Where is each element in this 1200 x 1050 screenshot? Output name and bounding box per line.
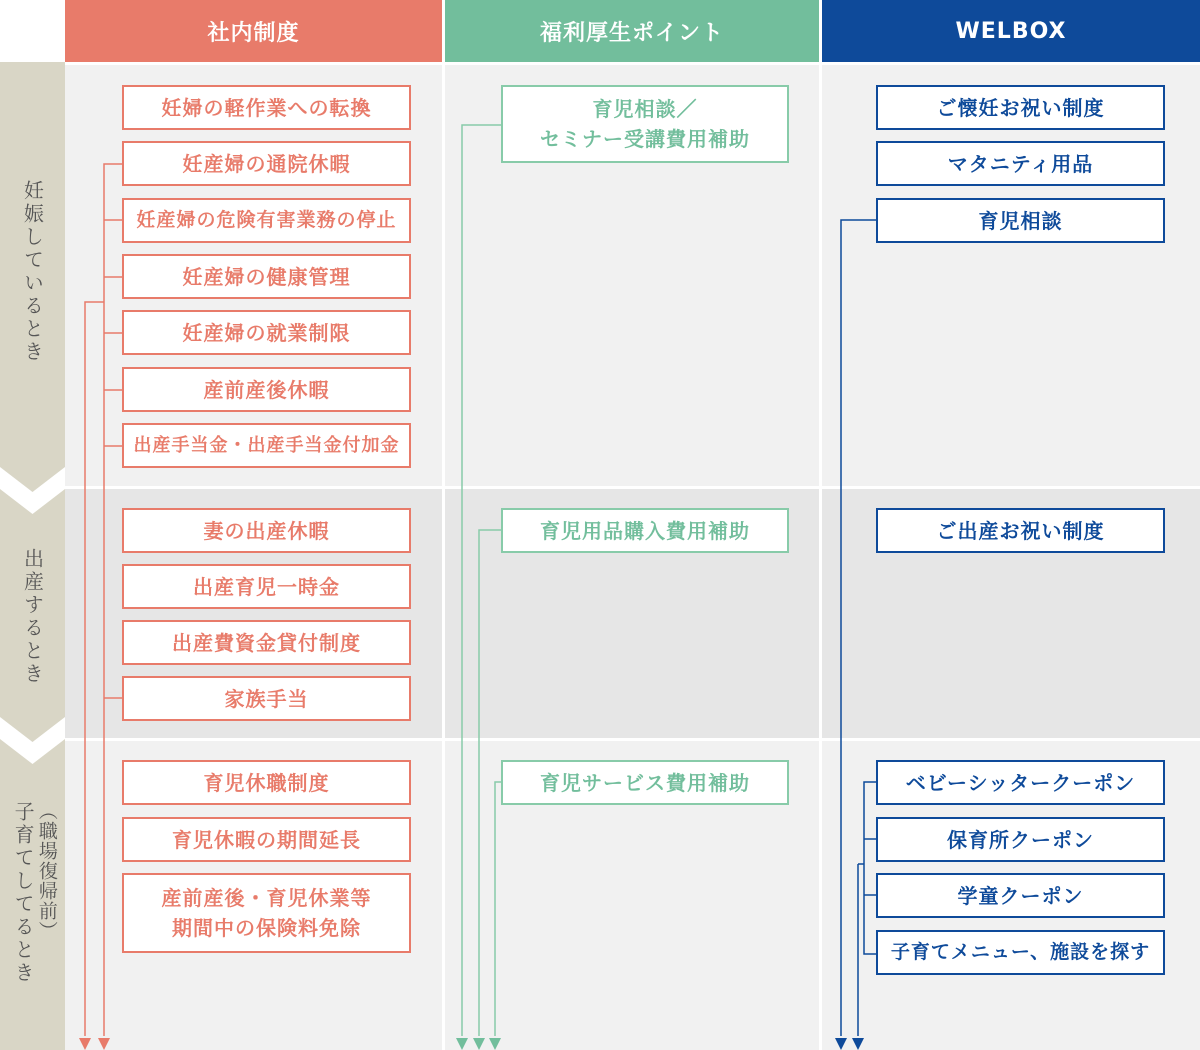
welbox-item-parenting-menu: 子育てメニュー、施設を探す [876, 930, 1165, 975]
company-item-work-restriction: 妊産婦の就業制限 [122, 310, 411, 355]
company-item-light-work-transfer: 妊婦の軽作業への転換 [122, 85, 411, 130]
welbox-item-birth-gift: ご出産お祝い制度 [876, 508, 1165, 553]
welbox-item-nursery-coupon: 保育所クーポン [876, 817, 1165, 862]
welbox-item-babysitter-coupon: ベビーシッタークーポン [876, 760, 1165, 805]
header-company-system: 社内制度 [65, 0, 442, 62]
points-arrowhead-1 [456, 1038, 468, 1050]
points-arrowhead-2 [473, 1038, 485, 1050]
points-item-childcare-consult-seminar: 育児相談／ セミナー受講費用補助 [501, 85, 789, 163]
company-item-premium-exemption: 産前産後・育児休業等 期間中の保険料免除 [122, 873, 411, 953]
welbox-arrowhead-2 [852, 1038, 864, 1050]
company-item-hazard-suspension: 妊産婦の危険有害業務の停止 [122, 198, 411, 243]
stage-childcare-sublabel: （職場復帰前） [35, 801, 58, 941]
company-item-health-management: 妊産婦の健康管理 [122, 254, 411, 299]
points-connector-3 [495, 782, 501, 1036]
welbox-connector-2 [858, 782, 876, 1036]
company-item-family-allowance: 家族手当 [122, 676, 411, 721]
company-connector-outer [85, 302, 104, 1036]
header-welbox: WELBOX [822, 0, 1200, 62]
points-item-childcare-goods: 育児用品購入費用補助 [501, 508, 789, 553]
welbox-item-childcare-consult: 育児相談 [876, 198, 1165, 243]
company-item-hospital-leave: 妊産婦の通院休暇 [122, 141, 411, 186]
company-item-spouse-birth-leave: 妻の出産休暇 [122, 508, 411, 553]
company-item-maternity-leave: 産前産後休暇 [122, 367, 411, 412]
points-arrowhead-3 [489, 1038, 501, 1050]
points-connector-2 [479, 530, 501, 1036]
company-arrowhead-2 [98, 1038, 110, 1050]
company-item-birth-cost-loan: 出産費資金貸付制度 [122, 620, 411, 665]
company-item-childbirth-lump-sum: 出産育児一時金 [122, 564, 411, 609]
company-connector-long [104, 164, 122, 1036]
header-welfare-points: 福利厚生ポイント [445, 0, 819, 62]
welbox-arrowhead-1 [835, 1038, 847, 1050]
welbox-item-maternity-goods: マタニティ用品 [876, 141, 1165, 186]
company-item-maternity-allowance: 出産手当金・出産手当金付加金 [122, 423, 411, 468]
stage-birth-label: 出産するとき [20, 548, 45, 686]
stage-childcare-label: 子育てしてるとき [11, 801, 36, 985]
company-arrowhead-1 [79, 1038, 91, 1050]
welbox-item-afterschool-coupon: 学童クーポン [876, 873, 1165, 918]
company-item-leave-extension: 育児休暇の期間延長 [122, 817, 411, 862]
points-item-childcare-service: 育児サービス費用補助 [501, 760, 789, 805]
company-item-childcare-leave: 育児休職制度 [122, 760, 411, 805]
welbox-item-pregnancy-gift: ご懐妊お祝い制度 [876, 85, 1165, 130]
company-connector-ticks [104, 220, 122, 446]
stage-pregnancy-label: 妊娠しているとき [20, 180, 45, 364]
